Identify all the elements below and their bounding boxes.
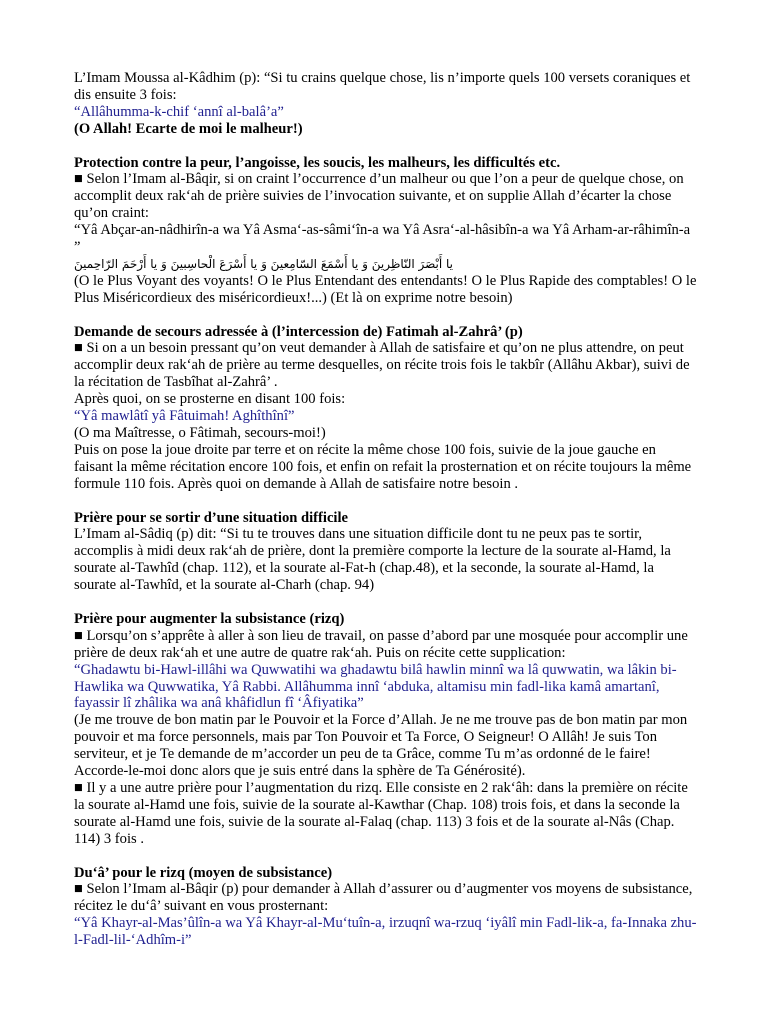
s3-paragraph-3: Puis on pose la joue droite par terre et on récite la même chose 100 fois, suivie de la joue gauche en faisant la même récitation encore 100 fois, et enfin on refait la prosternation et on récite toujours la même formule 110 fois. Après quoi on demande à Allah de satisfaire notre besoin . xyxy=(74,441,692,492)
s1-invocation: “Allâhumma-k-chif ‘annî al-balâ’a” xyxy=(74,103,284,120)
s5-paragraph: ■ Lorsqu’on s’apprête à aller à son lieu de travail, on passe d’abord par une mosquée pour accomplir une prière de deux rak‘ah et une autre de quatre rak‘ah. Puis on récite cette supplication: xyxy=(74,627,688,661)
s3-heading: Demande de secours adressée à (l’intercession de) Fatimah al-Zahrâ’ (p) xyxy=(74,323,523,340)
s4-paragraph: L’Imam al-Sâdiq (p) dit: “Si tu te trouves dans une situation difficile dont tu ne peux pas te sortir, accomplis à midi deux rak‘ah de prière, dont la première comporte la lecture de la sourate al-Hamd, la sourate al-Tawhîd (chap. 112), et la sourate al-Fat-h (chap.48), et la seconde, la sourate al-Hamd, la sourate al-Tawhîd, et la sourate al-Charh (chap. 94) xyxy=(74,526,671,594)
s5-invocation: “Ghadawtu bi-Hawl-illâhi wa Quwwatihi wa ghadawtu bilâ hawlin minnî wa lâ quwwatin, wa lâkin bi-Hawlika wa Quwwatika, Yâ Rabbi. Allâhumma innî ‘abduka, altamisu min fadl-lika kamâ amartanî, fayassir lî zhâlika wa anâ khâfidlun fî ‘Âfiyatika” xyxy=(74,661,677,712)
s5-paragraph-2: ■ Il y a une autre prière pour l’augmentation du rizq. Elle consiste en 2 rak‘âh: dans la première on récite la sourate al-Hamd une fois, suivie de la sourate al-Kawthar (Chap. 108) trois fois, et dans la seconde la sourate al-Hamd une fois, suivie de la sourate al-Falaq (chap. 113) 3 fois et de la sourate al-Nâs (Chap. 114) 3 fois . xyxy=(74,780,688,847)
s2-translation: (O le Plus Voyant des voyants! O le Plus Entendant des entendants! O le Plus Rapide des comptables! O le Plus Miséricordieux des miséricordieux!...) (Et là on exprime notre besoin) xyxy=(74,272,697,306)
s4-heading: Prière pour se sortir d’une situation difficile xyxy=(74,509,349,526)
s3-paragraph-2: Après quoi, on se prosterne en disant 100 fois: xyxy=(74,391,346,408)
s3-invocation: “Yâ mawlâtî yâ Fâtuimah! Aghîthînî” xyxy=(74,408,295,425)
s2-arabic-text: يا أَبْصَرَ النّاظِرينَ وَ يا أَسْمَعَ السّامِعينَ وَ يا أَسْرَعَ الْحاسِبينَ وَ يا أَرْحَمَ الرّاحِمينَ xyxy=(74,256,454,271)
s2-heading: Protection contre la peur, l’angoisse, les soucis, les malheurs, les difficultés etc. xyxy=(74,154,561,171)
s5-heading: Prière pour augmenter la subsistance (rizq) xyxy=(74,610,345,627)
s2-paragraph: ■ Selon l’Imam al-Bâqir, si on craint l’occurrence d’un malheur ou que l’on a peur de quelque chose, on accomplit deux rak‘ah de prière suivies de l’invocation suivante, et on supplie Allah d’écarter la chose qu’on craint: xyxy=(74,171,684,222)
s6-invocation: “Yâ Khayr-al-Mas’ûlîn-a wa Yâ Khayr-al-Mu‘tuîn-a, irzuqnî wa-rzuq ‘iyâlî min Fadl-lik-a, fa-Innaka zhu-l-Fadl-lil-‘Adhîm-i” xyxy=(74,915,697,949)
s3-paragraph-1: ■ Si on a un besoin pressant qu’on veut demander à Allah de satisfaire et qu’on ne plus attendre, on peut accomplir deux rak‘ah de prière au terme desquelles, on récite trois fois le takbîr (Allâhu Akbar), suivi de la récitation de Tasbîhat al-Zahrâ’ . xyxy=(74,340,690,391)
s1-translation: (O Allah! Ecarte de moi le malheur!) xyxy=(74,120,303,137)
s2-transliteration: “Yâ Abçar-an-nâdhirîn-a wa Yâ Asma‘-as-sâmi‘în-a wa Yâ Asra‘-al-hâsibîn-a wa Yâ Arham-ar-râhimîn-a ” xyxy=(74,222,691,256)
s3-translation: (O ma Maîtresse, o Fâtimah, secours-moi!) xyxy=(74,425,326,441)
s6-heading: Du‘â’ pour le rizq (moyen de subsistance) xyxy=(74,864,333,881)
s6-paragraph: ■ Selon l’Imam al-Bâqir (p) pour demander à Allah d’assurer ou d’augmenter vos moyens de subsistance, récitez le du‘â’ suivant en vous prosternant: xyxy=(74,881,693,915)
s1-intro: L’Imam Moussa al-Kâdhim (p): “Si tu crains quelque chose, lis n’importe quels 100 versets coraniques et dis ensuite 3 fois: xyxy=(74,70,691,103)
s5-translation: (Je me trouve de bon matin par le Pouvoir et la Force d’Allah. Je ne me trouve pas de bon matin par mon pouvoir et ma force personnels, mais par Ton Pouvoir et Ta Force, O Seigneur! O Allâh! Je suis Ton serviteur, et je Te demande de m’accorder un peu de ta Grâce, comme Tu m’as ordonné de le faire! Accorde-le-moi donc alors que je suis entré dans la sphère de Ta Générosité). xyxy=(74,712,688,780)
